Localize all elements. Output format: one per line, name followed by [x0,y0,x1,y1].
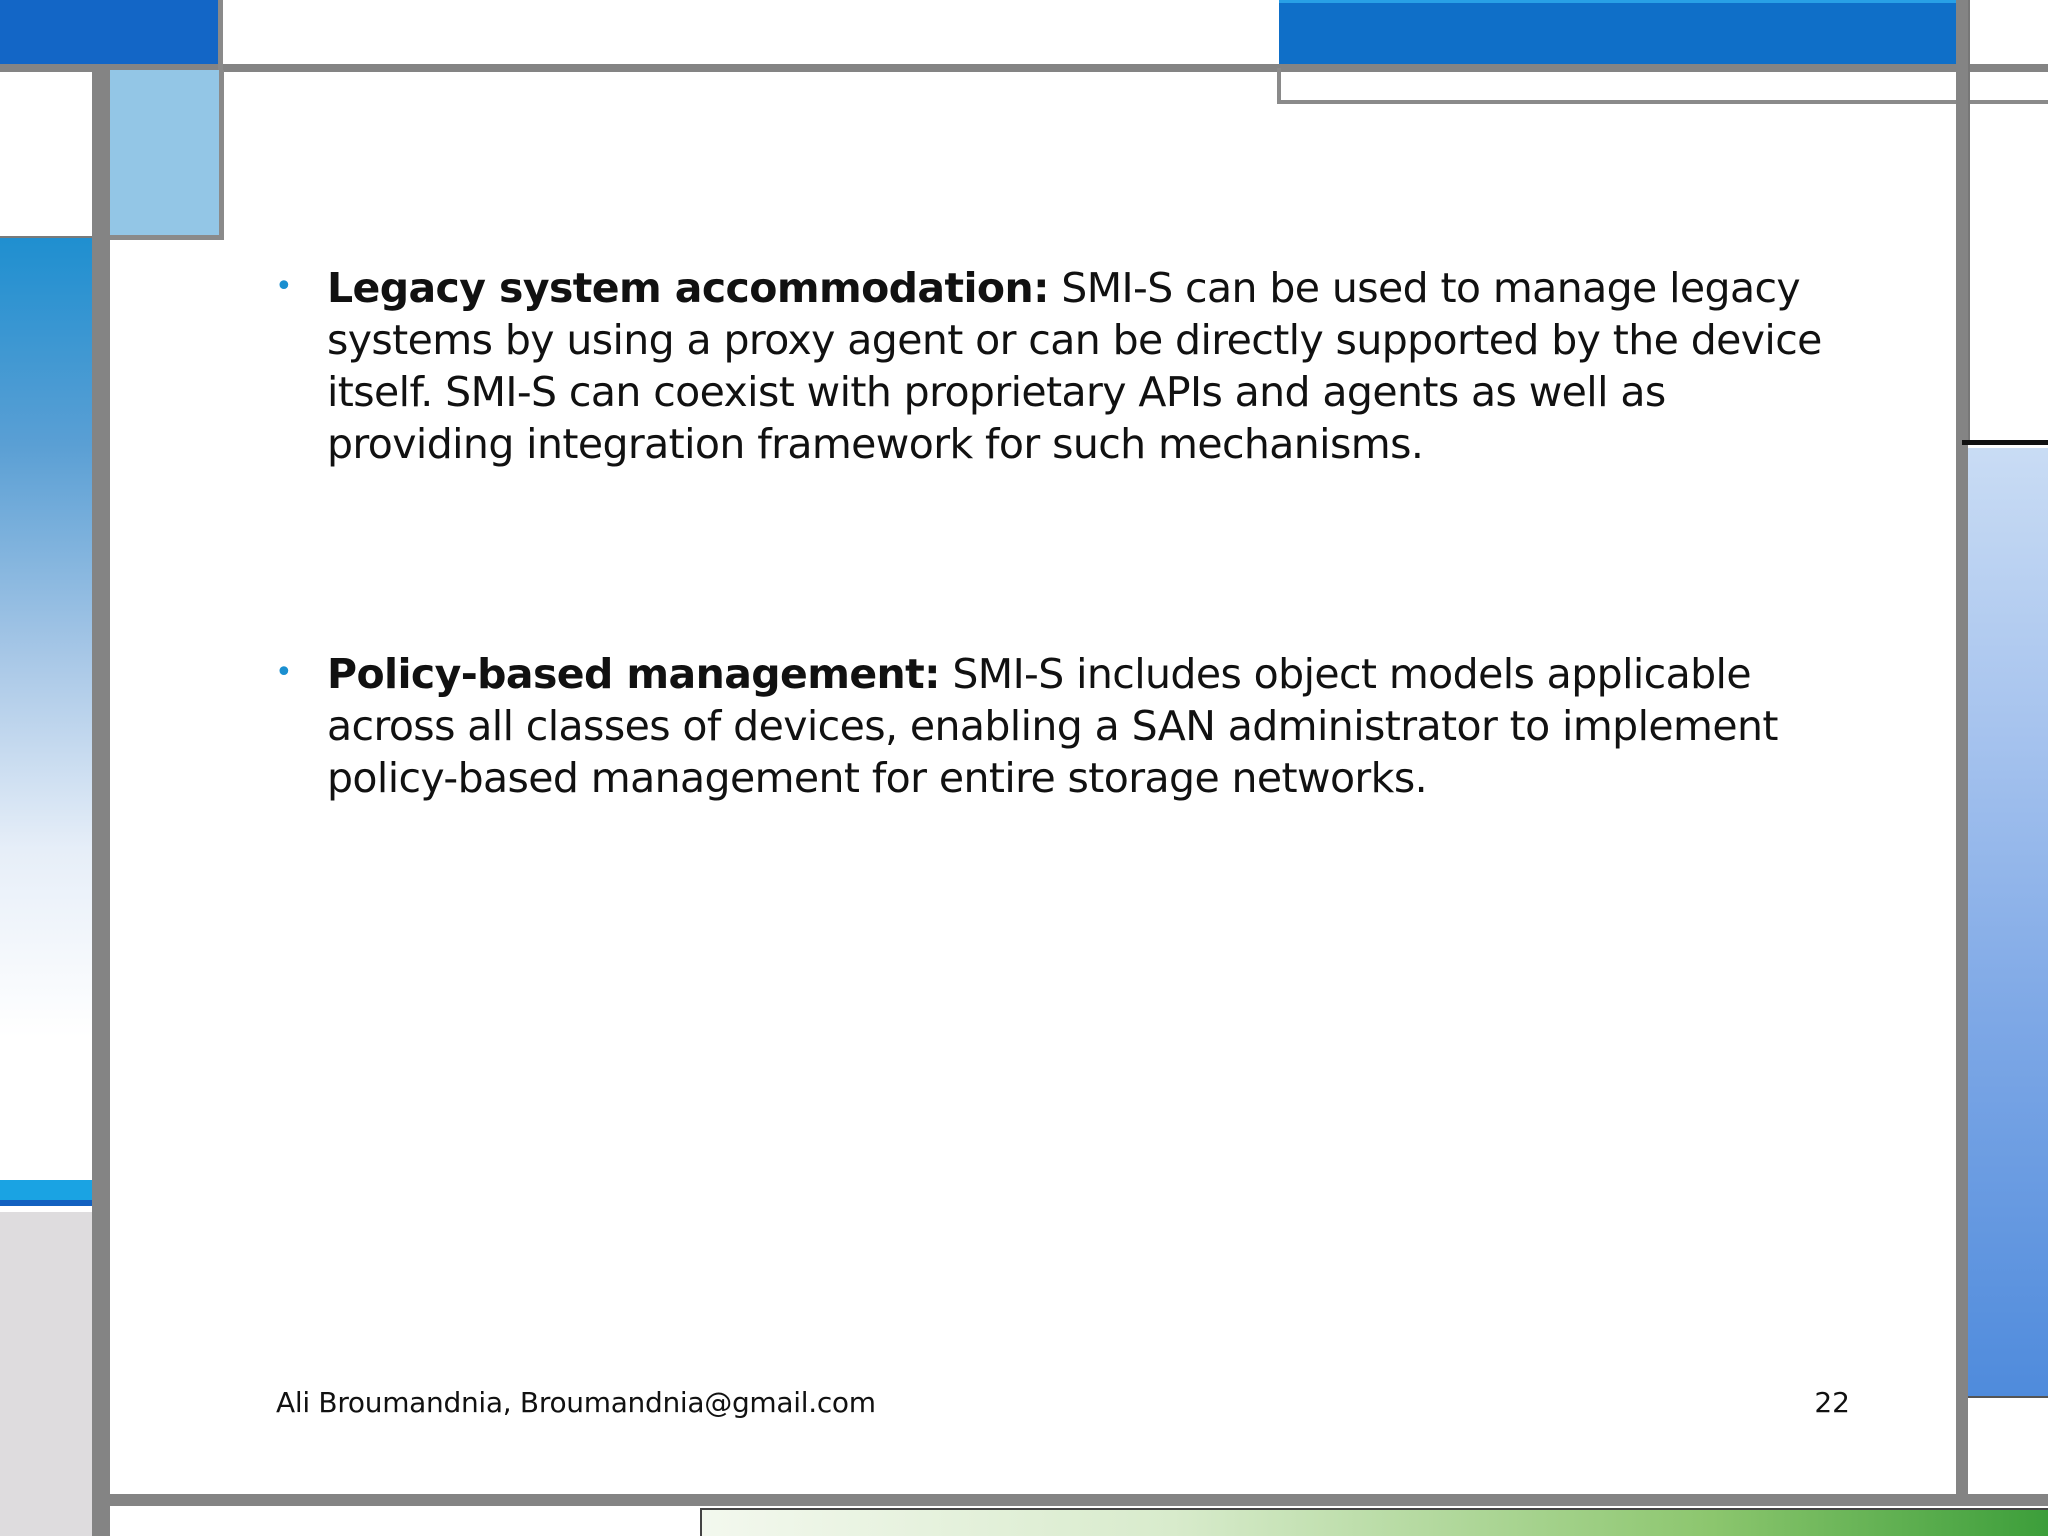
bottom-green-gradient [700,1508,2048,1536]
bullet-marker: • [275,269,293,304]
left-top-panel [0,70,96,240]
slide-body [270,262,1850,804]
left-gray-panel [0,1212,96,1536]
footer-author: Ali Broumandnia, Broumandnia@gmail.com [276,1386,876,1419]
bullet-description: SMI-S includes object models applicable across all classes of devices, enabling a SAN administrator to implement policy-based management for entire storage networks. [327,650,1778,802]
right-top-panel [1968,0,2048,440]
bottom-frame-rule [108,1494,2048,1506]
left-frame-bar [92,70,110,1536]
right-gradient-panel [1968,448,2048,1398]
top-left-blue-block [0,0,222,68]
bullet-marker: • [275,655,293,690]
top-frame-divider [218,0,223,70]
bullet-description: SMI-S can be used to manage legacy systems by using a proxy agent or can be directly supported by the device itself. SMI-S can coexist with proprietary APIs and agents as well as providing integration framework for such mechanisms. [327,264,1822,468]
right-frame-bar [1956,0,1968,1500]
bullet-text [327,648,1850,804]
bullet-term: Legacy system accommodation: [327,264,1049,312]
bullet-item [270,648,1850,804]
page-number: 22 [1814,1386,1850,1419]
bullet-text [327,262,1850,470]
top-right-blue-block [1279,0,1958,66]
bullet-item [270,262,1850,470]
bullet-term: Policy-based management: [327,650,940,698]
right-black-rule [1962,440,2048,445]
left-gradient-panel [0,238,96,1178]
top-right-frame-box [1277,68,2048,104]
left-light-blue-block [108,70,224,240]
left-cyan-strip [0,1180,96,1206]
